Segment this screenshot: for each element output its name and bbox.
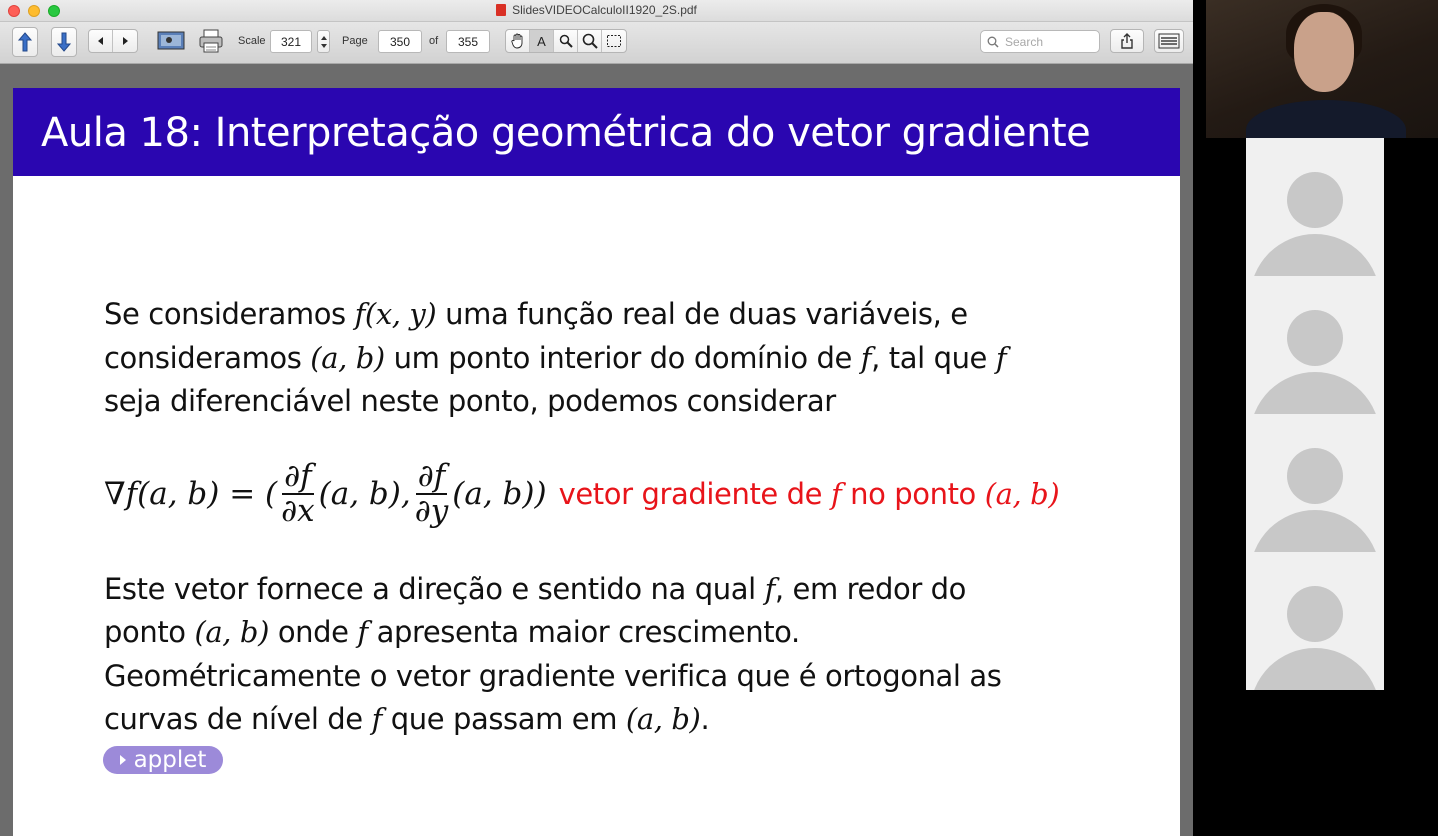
- avatar-body: [1250, 648, 1380, 690]
- formula-mid: (a, b),: [318, 476, 411, 512]
- applet-label: applet: [133, 747, 207, 773]
- math: (a, b): [310, 341, 385, 375]
- applet-button[interactable]: [103, 746, 223, 774]
- math: f: [830, 477, 842, 511]
- avatar-body: [1250, 510, 1380, 552]
- formula-end: (a, b)): [452, 476, 547, 512]
- avatar-body: [1250, 372, 1380, 414]
- math: f: [764, 572, 775, 606]
- window-title-text: SlidesVIDEOCalculoII1920_2S.pdf: [512, 3, 697, 17]
- text: , tal que: [871, 341, 996, 375]
- formula-label: [559, 477, 1060, 511]
- math: f: [995, 341, 1007, 375]
- scale-label: Scale: [238, 35, 266, 47]
- text: vetor gradiente de: [558, 477, 831, 511]
- previous-page-button[interactable]: [12, 27, 38, 57]
- total-pages-field: 355: [446, 30, 490, 53]
- pdf-file-icon: [496, 4, 506, 16]
- math: (a, b): [625, 702, 701, 736]
- slide-title: Aula 18: Interpretação geométrica do vetor gradiente: [41, 110, 1091, 156]
- arrow-down-icon: [56, 31, 72, 53]
- text: Se consideramos: [104, 297, 355, 331]
- magnifier-icon: [582, 33, 598, 49]
- of-label: of: [429, 35, 439, 47]
- text: apresenta maior crescimento.: [367, 615, 800, 649]
- history-segment: [88, 29, 138, 53]
- partial-y-fraction: [413, 460, 451, 527]
- slideshow-icon: [157, 30, 185, 52]
- participant-tile[interactable]: [1246, 138, 1384, 276]
- scale-input[interactable]: 321: [270, 30, 312, 53]
- participant-tile[interactable]: [1246, 414, 1384, 552]
- paragraph-2-line-1: [104, 572, 967, 606]
- presenter-body: [1246, 100, 1406, 138]
- print-button[interactable]: [197, 27, 225, 55]
- select-region-tool[interactable]: [602, 30, 626, 52]
- hand-tool[interactable]: [506, 30, 530, 52]
- next-page-button[interactable]: [51, 27, 77, 57]
- text: no ponto: [841, 477, 985, 511]
- magnifier-small-icon: [559, 34, 573, 48]
- arrow-up-icon: [17, 31, 33, 53]
- participant-tile[interactable]: [1246, 276, 1384, 414]
- search-icon: [987, 36, 999, 48]
- text: consideramos: [104, 341, 311, 375]
- paragraph-2-line-3: Geométricamente o vetor gradiente verifica que é ortogonal as: [104, 659, 1002, 693]
- tools-segment: [505, 29, 627, 53]
- text: Este vetor fornece a direção e sentido na qual: [104, 572, 765, 606]
- share-icon: [1120, 33, 1134, 49]
- numerator: ∂f: [417, 458, 446, 495]
- text: , em redor do: [774, 572, 967, 606]
- text: onde: [269, 615, 358, 649]
- zoom-tool[interactable]: [554, 30, 578, 52]
- participant-tile[interactable]: [1246, 552, 1384, 690]
- text: curvas de nível de: [104, 702, 372, 736]
- scale-stepper[interactable]: [317, 30, 330, 53]
- avatar-head: [1287, 172, 1343, 228]
- text: um ponto interior do domínio de: [384, 341, 861, 375]
- list-icon: [1158, 33, 1180, 49]
- avatar-head: [1287, 448, 1343, 504]
- title-bar: [0, 0, 1193, 22]
- sidebar-toggle-button[interactable]: [1154, 29, 1184, 53]
- text: uma função real de duas variáveis, e: [436, 297, 968, 331]
- zoom-region-tool[interactable]: [578, 30, 602, 52]
- share-button[interactable]: [1110, 29, 1144, 53]
- page-number-input[interactable]: 350: [378, 30, 422, 53]
- toolbar: [0, 22, 1193, 64]
- denominator: ∂x: [281, 493, 315, 529]
- presenter-face: [1294, 12, 1354, 92]
- denominator: ∂y: [414, 493, 449, 529]
- search-placeholder: Search: [1005, 34, 1044, 49]
- gradient-formula: [104, 454, 1059, 534]
- math: f: [860, 341, 872, 375]
- math: f: [357, 615, 368, 649]
- math: f: [371, 702, 382, 736]
- marquee-icon: [606, 34, 622, 48]
- paragraph-2-line-2: [104, 615, 800, 649]
- avatar-body: [1250, 234, 1380, 276]
- slide-title-bar: [13, 88, 1180, 176]
- pdf-page: [13, 88, 1180, 836]
- window-title: [0, 3, 1193, 17]
- triangle-right-icon: [120, 755, 126, 765]
- back-button[interactable]: [89, 30, 113, 52]
- slideshow-button[interactable]: [157, 29, 185, 53]
- text: que passam em: [381, 702, 626, 736]
- stepper-arrows-icon: [320, 34, 328, 50]
- paragraph-1-line-3: seja diferenciável neste ponto, podemos considerar: [104, 384, 836, 418]
- paragraph-2-line-4: [104, 702, 710, 736]
- presenter-video[interactable]: [1206, 0, 1438, 138]
- text: .: [700, 702, 710, 736]
- paragraph-1-line-2: [104, 341, 1007, 375]
- partial-x-fraction: [279, 460, 317, 527]
- forward-button[interactable]: [113, 30, 137, 52]
- triangle-right-icon: [120, 36, 130, 46]
- math: (a, b): [984, 477, 1060, 511]
- formula-lhs: ∇f(a, b) = (: [104, 476, 278, 512]
- printer-icon: [198, 28, 224, 54]
- avatar-head: [1287, 310, 1343, 366]
- text-select-tool[interactable]: A: [530, 30, 554, 52]
- hand-icon: [511, 33, 525, 49]
- paragraph-1-line-1: [104, 297, 968, 331]
- numerator: ∂f: [284, 458, 312, 495]
- search-input[interactable]: [980, 30, 1100, 53]
- math: f(x, y): [354, 297, 437, 331]
- text: ponto: [104, 615, 195, 649]
- triangle-left-icon: [96, 36, 106, 46]
- math: (a, b): [194, 615, 269, 649]
- avatar-head: [1287, 586, 1343, 642]
- page-label: Page: [342, 35, 368, 47]
